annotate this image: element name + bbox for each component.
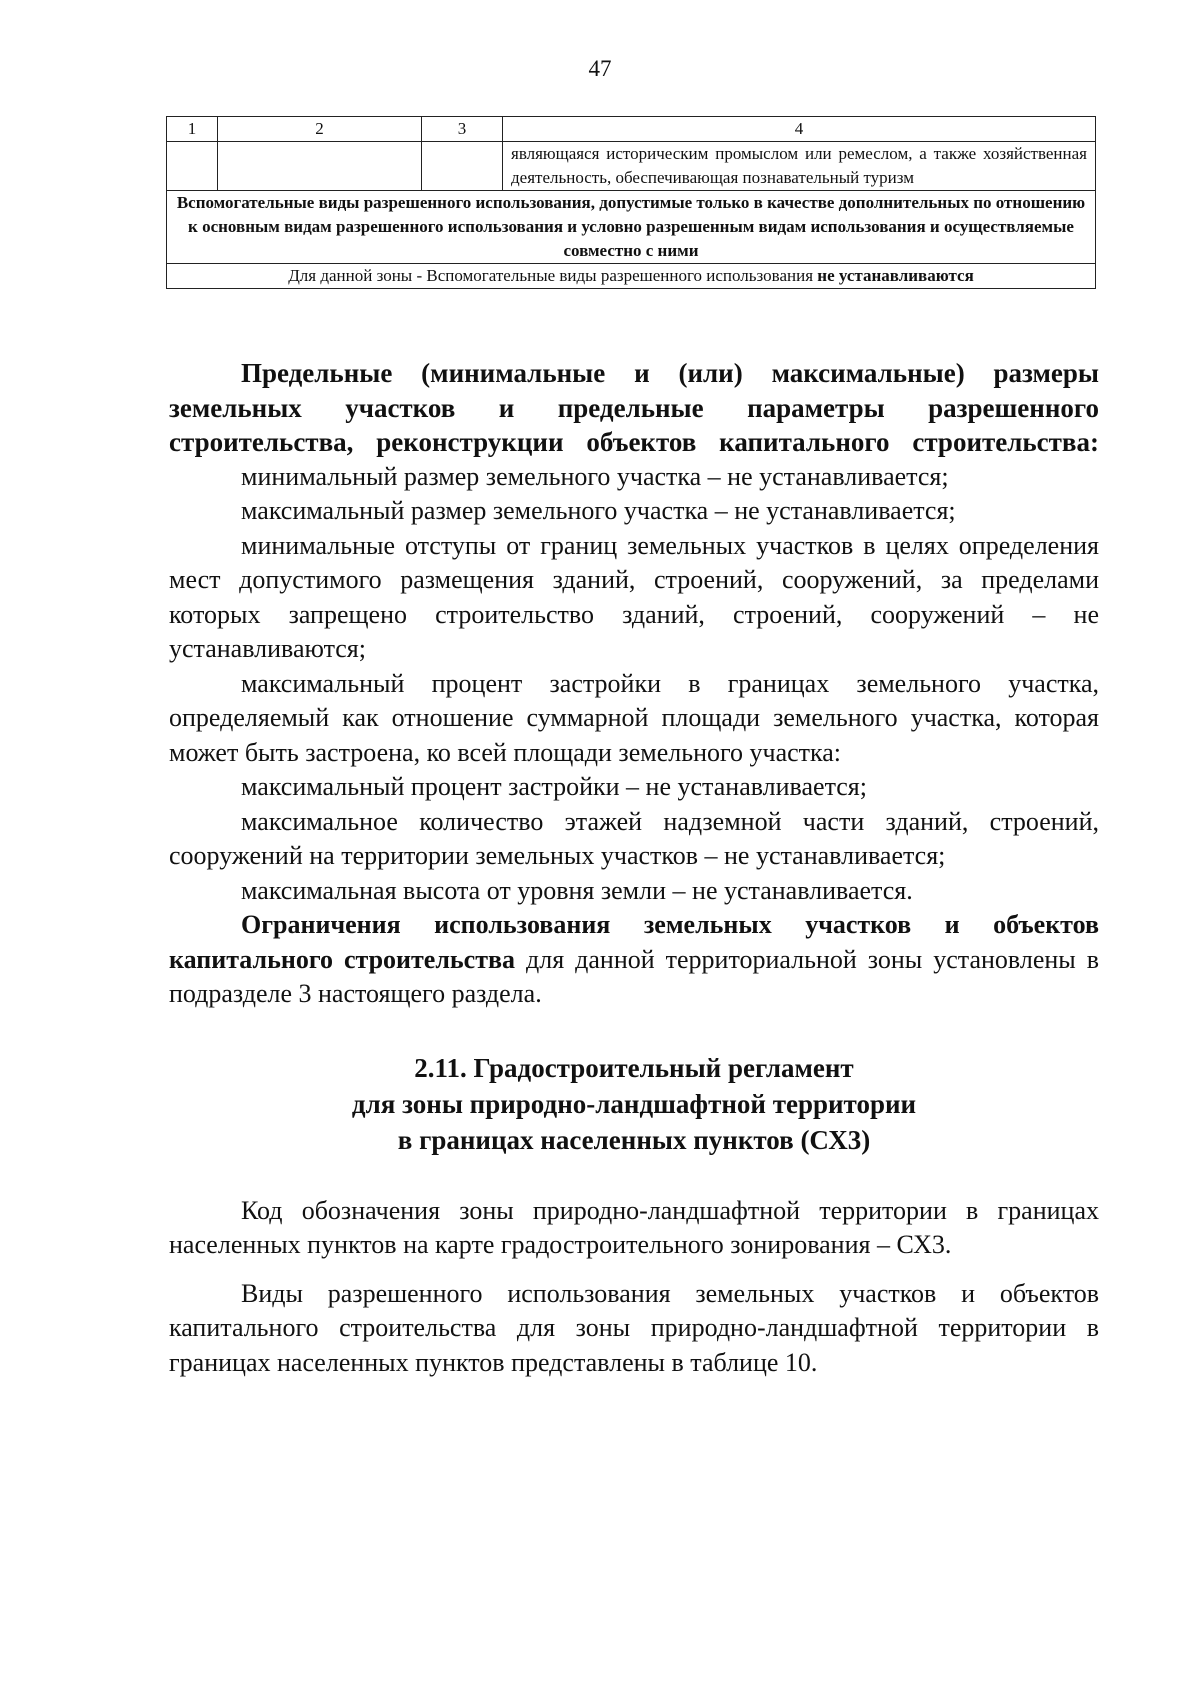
table-header-row bbox=[167, 117, 1096, 142]
limits-title: Предельные (минимальные и (или) максимальные) размеры земельных участков и предельные параметры разрешенного строительства, реконструкции объектов капитального строительства: bbox=[169, 358, 1099, 457]
table-row bbox=[167, 191, 1096, 264]
permitted-uses-paragraph: Виды разрешенного использования земельных участков и объектов капитального строительства для зоны природно-ландшафтной территории в границах населенных пунктов представлены в таблице 10. bbox=[169, 1278, 1099, 1377]
aux-uses-note bbox=[167, 264, 1096, 289]
section-title bbox=[169, 1050, 1099, 1158]
page-number: 47 bbox=[588, 56, 612, 81]
zone-code-paragraph: Код обозначения зоны природно-ландшафтной территории в границах населенных пунктов на карте градостроительного зонирования – СХ3. bbox=[169, 1195, 1099, 1259]
limits-item: максимальная высота от уровня земли – не устанавливается. bbox=[241, 875, 913, 905]
table-header-cell: 1 bbox=[167, 117, 218, 142]
aux-note-prefix: Для данной зоны - Вспомогательные виды разрешенного использования bbox=[288, 266, 814, 285]
restrictions-rest: для данной территориальной зоны установлены в подразделе 3 настоящего раздела. bbox=[169, 944, 1099, 1008]
table-cell-description: являющаяся историческим промыслом или ремеслом, а также хозяйственная деятельность, обеспечивающая познавательный туризм bbox=[503, 142, 1096, 191]
table-header-cell: 2 bbox=[218, 117, 422, 142]
aux-uses-header: Вспомогательные виды разрешенного использования, допустимые только в качестве дополнительных по отношению к основным видам разрешенного использования и условно разрешенным видам использования и осуществляемые совместно с ними bbox=[167, 191, 1096, 264]
restrictions-bold: Ограничения использования земельных участков и объектов капитального строительства bbox=[169, 910, 1099, 974]
section-title-line: для зоны природно-ландшафтной территории bbox=[351, 1088, 917, 1119]
table-row bbox=[167, 264, 1096, 289]
table-cell bbox=[218, 142, 422, 191]
table-row bbox=[167, 142, 1096, 191]
limits-item: минимальный размер земельного участка – не устанавливается; bbox=[241, 461, 949, 491]
section-title-line: 2.11. Градостроительный регламент bbox=[414, 1052, 854, 1083]
limits-item: минимальные отступы от границ земельных участков в целях определения мест допустимого размещения зданий, строений, сооружений, за пределами которых запрещено строительство зданий, строений, сооружений – не устанавливаются; bbox=[169, 530, 1099, 663]
limits-item: максимальный процент застройки – не устанавливается; bbox=[241, 772, 867, 801]
table-header-cell: 3 bbox=[422, 117, 503, 142]
limits-item: максимальный процент застройки в границах земельного участка, определяемый как отношение суммарной площади земельного участка, которая может быть застроена, ко всей площади земельного участка: bbox=[169, 668, 1099, 767]
table-cell bbox=[422, 142, 503, 191]
regulation-table bbox=[166, 116, 1096, 289]
limits-item: максимальное количество этажей надземной части зданий, строений, сооружений на территории земельных участков – не устанавливается; bbox=[169, 806, 1099, 870]
restrictions-paragraph bbox=[169, 908, 1099, 1012]
limits-item: максимальный размер земельного участка – не устанавливается; bbox=[241, 496, 956, 525]
table-cell bbox=[167, 142, 218, 191]
document-body bbox=[169, 356, 1099, 1380]
table-header-cell: 4 bbox=[503, 117, 1096, 142]
section-title-line: в границах населенных пунктов (СХ3) bbox=[397, 1124, 871, 1155]
aux-note-bold: не устанавливаются bbox=[817, 266, 974, 285]
